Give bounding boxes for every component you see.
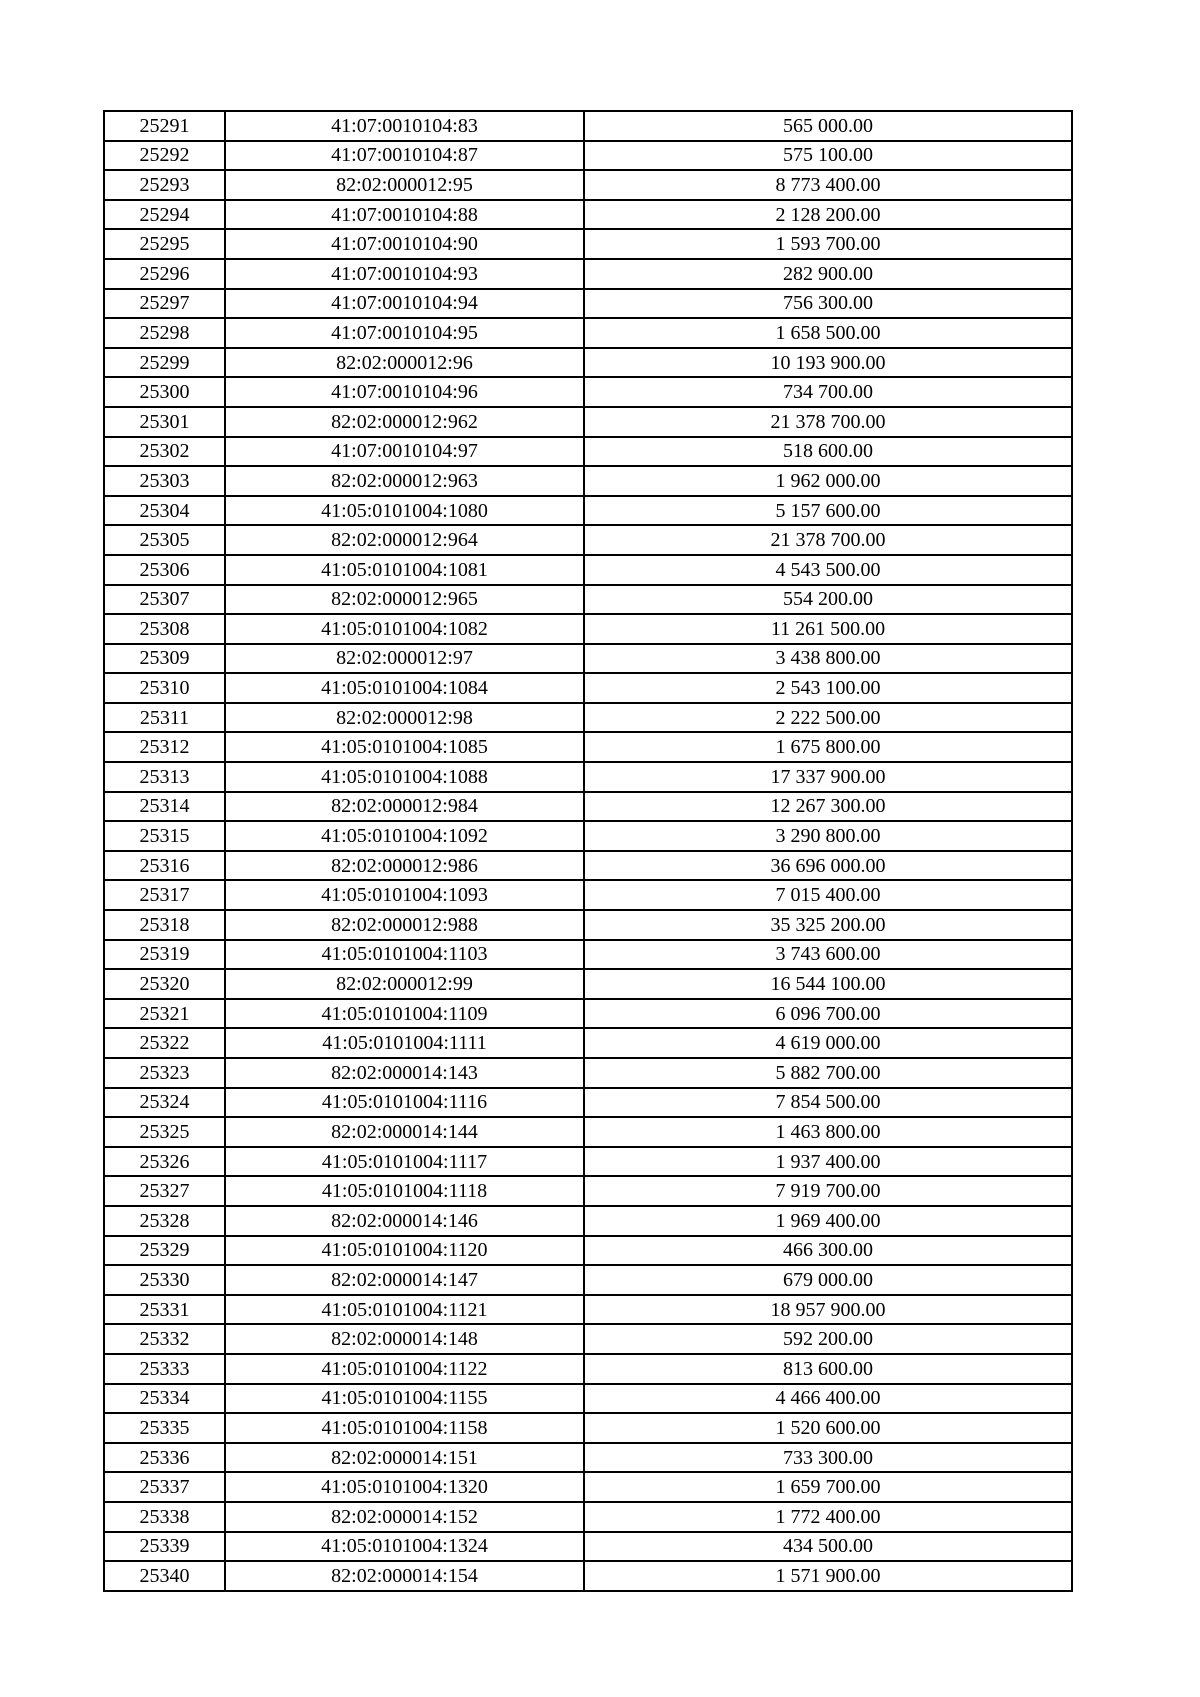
- cadastral-value-cell: 4 619 000.00: [584, 1028, 1072, 1058]
- cadastral-number-cell: 41:05:0101004:1155: [225, 1384, 584, 1414]
- cadastral-value-cell: 5 882 700.00: [584, 1058, 1072, 1088]
- cadastral-value-cell: 565 000.00: [584, 111, 1072, 141]
- row-number-cell: 25321: [104, 999, 225, 1029]
- table-row: [104, 999, 1072, 1029]
- cadastral-number-cell: 41:05:0101004:1109: [225, 999, 584, 1029]
- row-number-cell: 25340: [104, 1561, 225, 1591]
- cadastral-number-cell: 41:05:0101004:1117: [225, 1147, 584, 1177]
- row-number-cell: 25301: [104, 407, 225, 437]
- row-number-cell: 25320: [104, 969, 225, 999]
- row-number-cell: 25336: [104, 1443, 225, 1473]
- cadastral-number-cell: 41:05:0101004:1121: [225, 1295, 584, 1325]
- table-row: [104, 407, 1072, 437]
- table-row: [104, 1265, 1072, 1295]
- cadastral-value-cell: 575 100.00: [584, 141, 1072, 171]
- cadastral-value-cell: 2 128 200.00: [584, 200, 1072, 230]
- table-row: [104, 969, 1072, 999]
- cadastral-value-cell: 4 543 500.00: [584, 555, 1072, 585]
- table-row: [104, 170, 1072, 200]
- cadastral-value-table: [103, 110, 1073, 1592]
- cadastral-number-cell: 82:02:000014:148: [225, 1324, 584, 1354]
- table-row: [104, 496, 1072, 526]
- table-row: [104, 1324, 1072, 1354]
- row-number-cell: 25330: [104, 1265, 225, 1295]
- cadastral-value-cell: 756 300.00: [584, 289, 1072, 319]
- cadastral-value-cell: 734 700.00: [584, 377, 1072, 407]
- cadastral-value-cell: 6 096 700.00: [584, 999, 1072, 1029]
- cadastral-number-cell: 41:05:0101004:1080: [225, 496, 584, 526]
- row-number-cell: 25303: [104, 466, 225, 496]
- cadastral-number-cell: 82:02:000012:965: [225, 585, 584, 615]
- table-row: [104, 673, 1072, 703]
- cadastral-number-cell: 41:05:0101004:1088: [225, 762, 584, 792]
- cadastral-number-cell: 82:02:000012:964: [225, 525, 584, 555]
- table-row: [104, 614, 1072, 644]
- row-number-cell: 25297: [104, 289, 225, 319]
- cadastral-value-cell: 21 378 700.00: [584, 407, 1072, 437]
- cadastral-number-cell: 41:05:0101004:1120: [225, 1236, 584, 1266]
- table-row: [104, 466, 1072, 496]
- row-number-cell: 25335: [104, 1413, 225, 1443]
- cadastral-value-cell: 1 937 400.00: [584, 1147, 1072, 1177]
- row-number-cell: 25315: [104, 821, 225, 851]
- row-number-cell: 25309: [104, 644, 225, 674]
- row-number-cell: 25329: [104, 1236, 225, 1266]
- cadastral-value-cell: 1 593 700.00: [584, 229, 1072, 259]
- row-number-cell: 25323: [104, 1058, 225, 1088]
- cadastral-number-cell: 82:02:000014:151: [225, 1443, 584, 1473]
- cadastral-value-cell: 518 600.00: [584, 437, 1072, 467]
- row-number-cell: 25317: [104, 880, 225, 910]
- cadastral-value-cell: 7 854 500.00: [584, 1088, 1072, 1118]
- table-row: [104, 1384, 1072, 1414]
- table-row: [104, 585, 1072, 615]
- table-row: [104, 377, 1072, 407]
- table-row: [104, 1295, 1072, 1325]
- table-row: [104, 1472, 1072, 1502]
- table-row: [104, 792, 1072, 822]
- cadastral-number-cell: 82:02:000012:97: [225, 644, 584, 674]
- table-row: [104, 1058, 1072, 1088]
- table-row: [104, 289, 1072, 319]
- table-row: [104, 1354, 1072, 1384]
- cadastral-number-cell: 82:02:000014:144: [225, 1117, 584, 1147]
- cadastral-value-cell: 733 300.00: [584, 1443, 1072, 1473]
- row-number-cell: 25322: [104, 1028, 225, 1058]
- cadastral-value-cell: 3 290 800.00: [584, 821, 1072, 851]
- row-number-cell: 25325: [104, 1117, 225, 1147]
- row-number-cell: 25312: [104, 732, 225, 762]
- row-number-cell: 25311: [104, 703, 225, 733]
- cadastral-number-cell: 82:02:000012:986: [225, 851, 584, 881]
- table-row: [104, 880, 1072, 910]
- cadastral-value-cell: 36 696 000.00: [584, 851, 1072, 881]
- row-number-cell: 25324: [104, 1088, 225, 1118]
- cadastral-number-cell: 41:05:0101004:1111: [225, 1028, 584, 1058]
- table-row: [104, 644, 1072, 674]
- row-number-cell: 25318: [104, 910, 225, 940]
- cadastral-number-cell: 82:02:000012:963: [225, 466, 584, 496]
- table-row: [104, 200, 1072, 230]
- row-number-cell: 25307: [104, 585, 225, 615]
- cadastral-number-cell: 82:02:000012:96: [225, 348, 584, 378]
- table-row: [104, 851, 1072, 881]
- cadastral-number-cell: 41:05:0101004:1122: [225, 1354, 584, 1384]
- row-number-cell: 25316: [104, 851, 225, 881]
- cadastral-value-cell: 2 543 100.00: [584, 673, 1072, 703]
- cadastral-number-cell: 41:05:0101004:1093: [225, 880, 584, 910]
- table-row: [104, 1532, 1072, 1562]
- row-number-cell: 25332: [104, 1324, 225, 1354]
- row-number-cell: 25337: [104, 1472, 225, 1502]
- cadastral-number-cell: 41:07:0010104:97: [225, 437, 584, 467]
- table-row: [104, 348, 1072, 378]
- table-row: [104, 1561, 1072, 1591]
- cadastral-value-cell: 1 675 800.00: [584, 732, 1072, 762]
- table-row: [104, 1502, 1072, 1532]
- cadastral-value-cell: 1 571 900.00: [584, 1561, 1072, 1591]
- table-row: [104, 437, 1072, 467]
- table-body: [104, 111, 1072, 1591]
- cadastral-value-cell: 466 300.00: [584, 1236, 1072, 1266]
- cadastral-number-cell: 82:02:000014:154: [225, 1561, 584, 1591]
- table-row: [104, 1028, 1072, 1058]
- cadastral-value-cell: 17 337 900.00: [584, 762, 1072, 792]
- cadastral-number-cell: 41:05:0101004:1118: [225, 1176, 584, 1206]
- cadastral-value-cell: 1 659 700.00: [584, 1472, 1072, 1502]
- cadastral-number-cell: 41:07:0010104:93: [225, 259, 584, 289]
- row-number-cell: 25326: [104, 1147, 225, 1177]
- row-number-cell: 25319: [104, 940, 225, 970]
- row-number-cell: 25294: [104, 200, 225, 230]
- table-row: [104, 259, 1072, 289]
- cadastral-number-cell: 41:05:0101004:1320: [225, 1472, 584, 1502]
- row-number-cell: 25334: [104, 1384, 225, 1414]
- row-number-cell: 25298: [104, 318, 225, 348]
- cadastral-number-cell: 82:02:000014:152: [225, 1502, 584, 1532]
- cadastral-number-cell: 41:07:0010104:88: [225, 200, 584, 230]
- cadastral-number-cell: 41:05:0101004:1085: [225, 732, 584, 762]
- cadastral-value-cell: 1 658 500.00: [584, 318, 1072, 348]
- cadastral-number-cell: 82:02:000012:99: [225, 969, 584, 999]
- cadastral-value-cell: 1 463 800.00: [584, 1117, 1072, 1147]
- row-number-cell: 25305: [104, 525, 225, 555]
- row-number-cell: 25299: [104, 348, 225, 378]
- row-number-cell: 25328: [104, 1206, 225, 1236]
- table-row: [104, 1147, 1072, 1177]
- cadastral-number-cell: 41:07:0010104:83: [225, 111, 584, 141]
- cadastral-value-cell: 1 772 400.00: [584, 1502, 1072, 1532]
- table-row: [104, 821, 1072, 851]
- table-row: [104, 732, 1072, 762]
- cadastral-number-cell: 41:05:0101004:1158: [225, 1413, 584, 1443]
- cadastral-value-cell: 35 325 200.00: [584, 910, 1072, 940]
- cadastral-number-cell: 82:02:000012:98: [225, 703, 584, 733]
- table-row: [104, 762, 1072, 792]
- row-number-cell: 25339: [104, 1532, 225, 1562]
- cadastral-value-cell: 3 438 800.00: [584, 644, 1072, 674]
- table-row: [104, 111, 1072, 141]
- cadastral-value-cell: 2 222 500.00: [584, 703, 1072, 733]
- cadastral-value-cell: 5 157 600.00: [584, 496, 1072, 526]
- table-row: [104, 703, 1072, 733]
- cadastral-number-cell: 82:02:000012:962: [225, 407, 584, 437]
- cadastral-number-cell: 41:05:0101004:1084: [225, 673, 584, 703]
- row-number-cell: 25313: [104, 762, 225, 792]
- cadastral-value-cell: 4 466 400.00: [584, 1384, 1072, 1414]
- table-row: [104, 555, 1072, 585]
- cadastral-value-cell: 16 544 100.00: [584, 969, 1072, 999]
- cadastral-number-cell: 82:02:000012:988: [225, 910, 584, 940]
- cadastral-value-cell: 282 900.00: [584, 259, 1072, 289]
- table-row: [104, 1443, 1072, 1473]
- table-row: [104, 318, 1072, 348]
- cadastral-number-cell: 41:05:0101004:1116: [225, 1088, 584, 1118]
- cadastral-number-cell: 41:05:0101004:1103: [225, 940, 584, 970]
- row-number-cell: 25331: [104, 1295, 225, 1325]
- cadastral-value-cell: 12 267 300.00: [584, 792, 1072, 822]
- cadastral-number-cell: 82:02:000012:95: [225, 170, 584, 200]
- table-row: [104, 229, 1072, 259]
- cadastral-value-cell: 7 919 700.00: [584, 1176, 1072, 1206]
- cadastral-value-cell: 11 261 500.00: [584, 614, 1072, 644]
- cadastral-value-cell: 1 520 600.00: [584, 1413, 1072, 1443]
- cadastral-number-cell: 41:07:0010104:87: [225, 141, 584, 171]
- cadastral-number-cell: 41:07:0010104:95: [225, 318, 584, 348]
- table-row: [104, 1206, 1072, 1236]
- cadastral-value-cell: 8 773 400.00: [584, 170, 1072, 200]
- row-number-cell: 25314: [104, 792, 225, 822]
- cadastral-value-cell: 18 957 900.00: [584, 1295, 1072, 1325]
- table-row: [104, 525, 1072, 555]
- cadastral-value-cell: 21 378 700.00: [584, 525, 1072, 555]
- table-row: [104, 1117, 1072, 1147]
- row-number-cell: 25291: [104, 111, 225, 141]
- cadastral-value-cell: 592 200.00: [584, 1324, 1072, 1354]
- row-number-cell: 25310: [104, 673, 225, 703]
- row-number-cell: 25306: [104, 555, 225, 585]
- table-row: [104, 940, 1072, 970]
- cadastral-number-cell: 41:07:0010104:96: [225, 377, 584, 407]
- row-number-cell: 25293: [104, 170, 225, 200]
- row-number-cell: 25302: [104, 437, 225, 467]
- row-number-cell: 25304: [104, 496, 225, 526]
- cadastral-number-cell: 41:05:0101004:1082: [225, 614, 584, 644]
- cadastral-number-cell: 41:07:0010104:94: [225, 289, 584, 319]
- cadastral-value-cell: 679 000.00: [584, 1265, 1072, 1295]
- table-row: [104, 141, 1072, 171]
- cadastral-number-cell: 41:07:0010104:90: [225, 229, 584, 259]
- cadastral-number-cell: 82:02:000014:147: [225, 1265, 584, 1295]
- cadastral-value-cell: 1 969 400.00: [584, 1206, 1072, 1236]
- cadastral-value-cell: 7 015 400.00: [584, 880, 1072, 910]
- cadastral-value-cell: 10 193 900.00: [584, 348, 1072, 378]
- cadastral-value-cell: 813 600.00: [584, 1354, 1072, 1384]
- cadastral-number-cell: 41:05:0101004:1081: [225, 555, 584, 585]
- cadastral-value-cell: 3 743 600.00: [584, 940, 1072, 970]
- row-number-cell: 25308: [104, 614, 225, 644]
- table-row: [104, 1413, 1072, 1443]
- cadastral-number-cell: 41:05:0101004:1324: [225, 1532, 584, 1562]
- row-number-cell: 25300: [104, 377, 225, 407]
- row-number-cell: 25292: [104, 141, 225, 171]
- table-row: [104, 910, 1072, 940]
- row-number-cell: 25327: [104, 1176, 225, 1206]
- cadastral-number-cell: 82:02:000012:984: [225, 792, 584, 822]
- row-number-cell: 25295: [104, 229, 225, 259]
- table-row: [104, 1088, 1072, 1118]
- cadastral-value-cell: 554 200.00: [584, 585, 1072, 615]
- cadastral-number-cell: 82:02:000014:143: [225, 1058, 584, 1088]
- table-row: [104, 1236, 1072, 1266]
- row-number-cell: 25338: [104, 1502, 225, 1532]
- cadastral-value-cell: 1 962 000.00: [584, 466, 1072, 496]
- row-number-cell: 25333: [104, 1354, 225, 1384]
- row-number-cell: 25296: [104, 259, 225, 289]
- cadastral-number-cell: 41:05:0101004:1092: [225, 821, 584, 851]
- cadastral-number-cell: 82:02:000014:146: [225, 1206, 584, 1236]
- cadastral-value-cell: 434 500.00: [584, 1532, 1072, 1562]
- table-row: [104, 1176, 1072, 1206]
